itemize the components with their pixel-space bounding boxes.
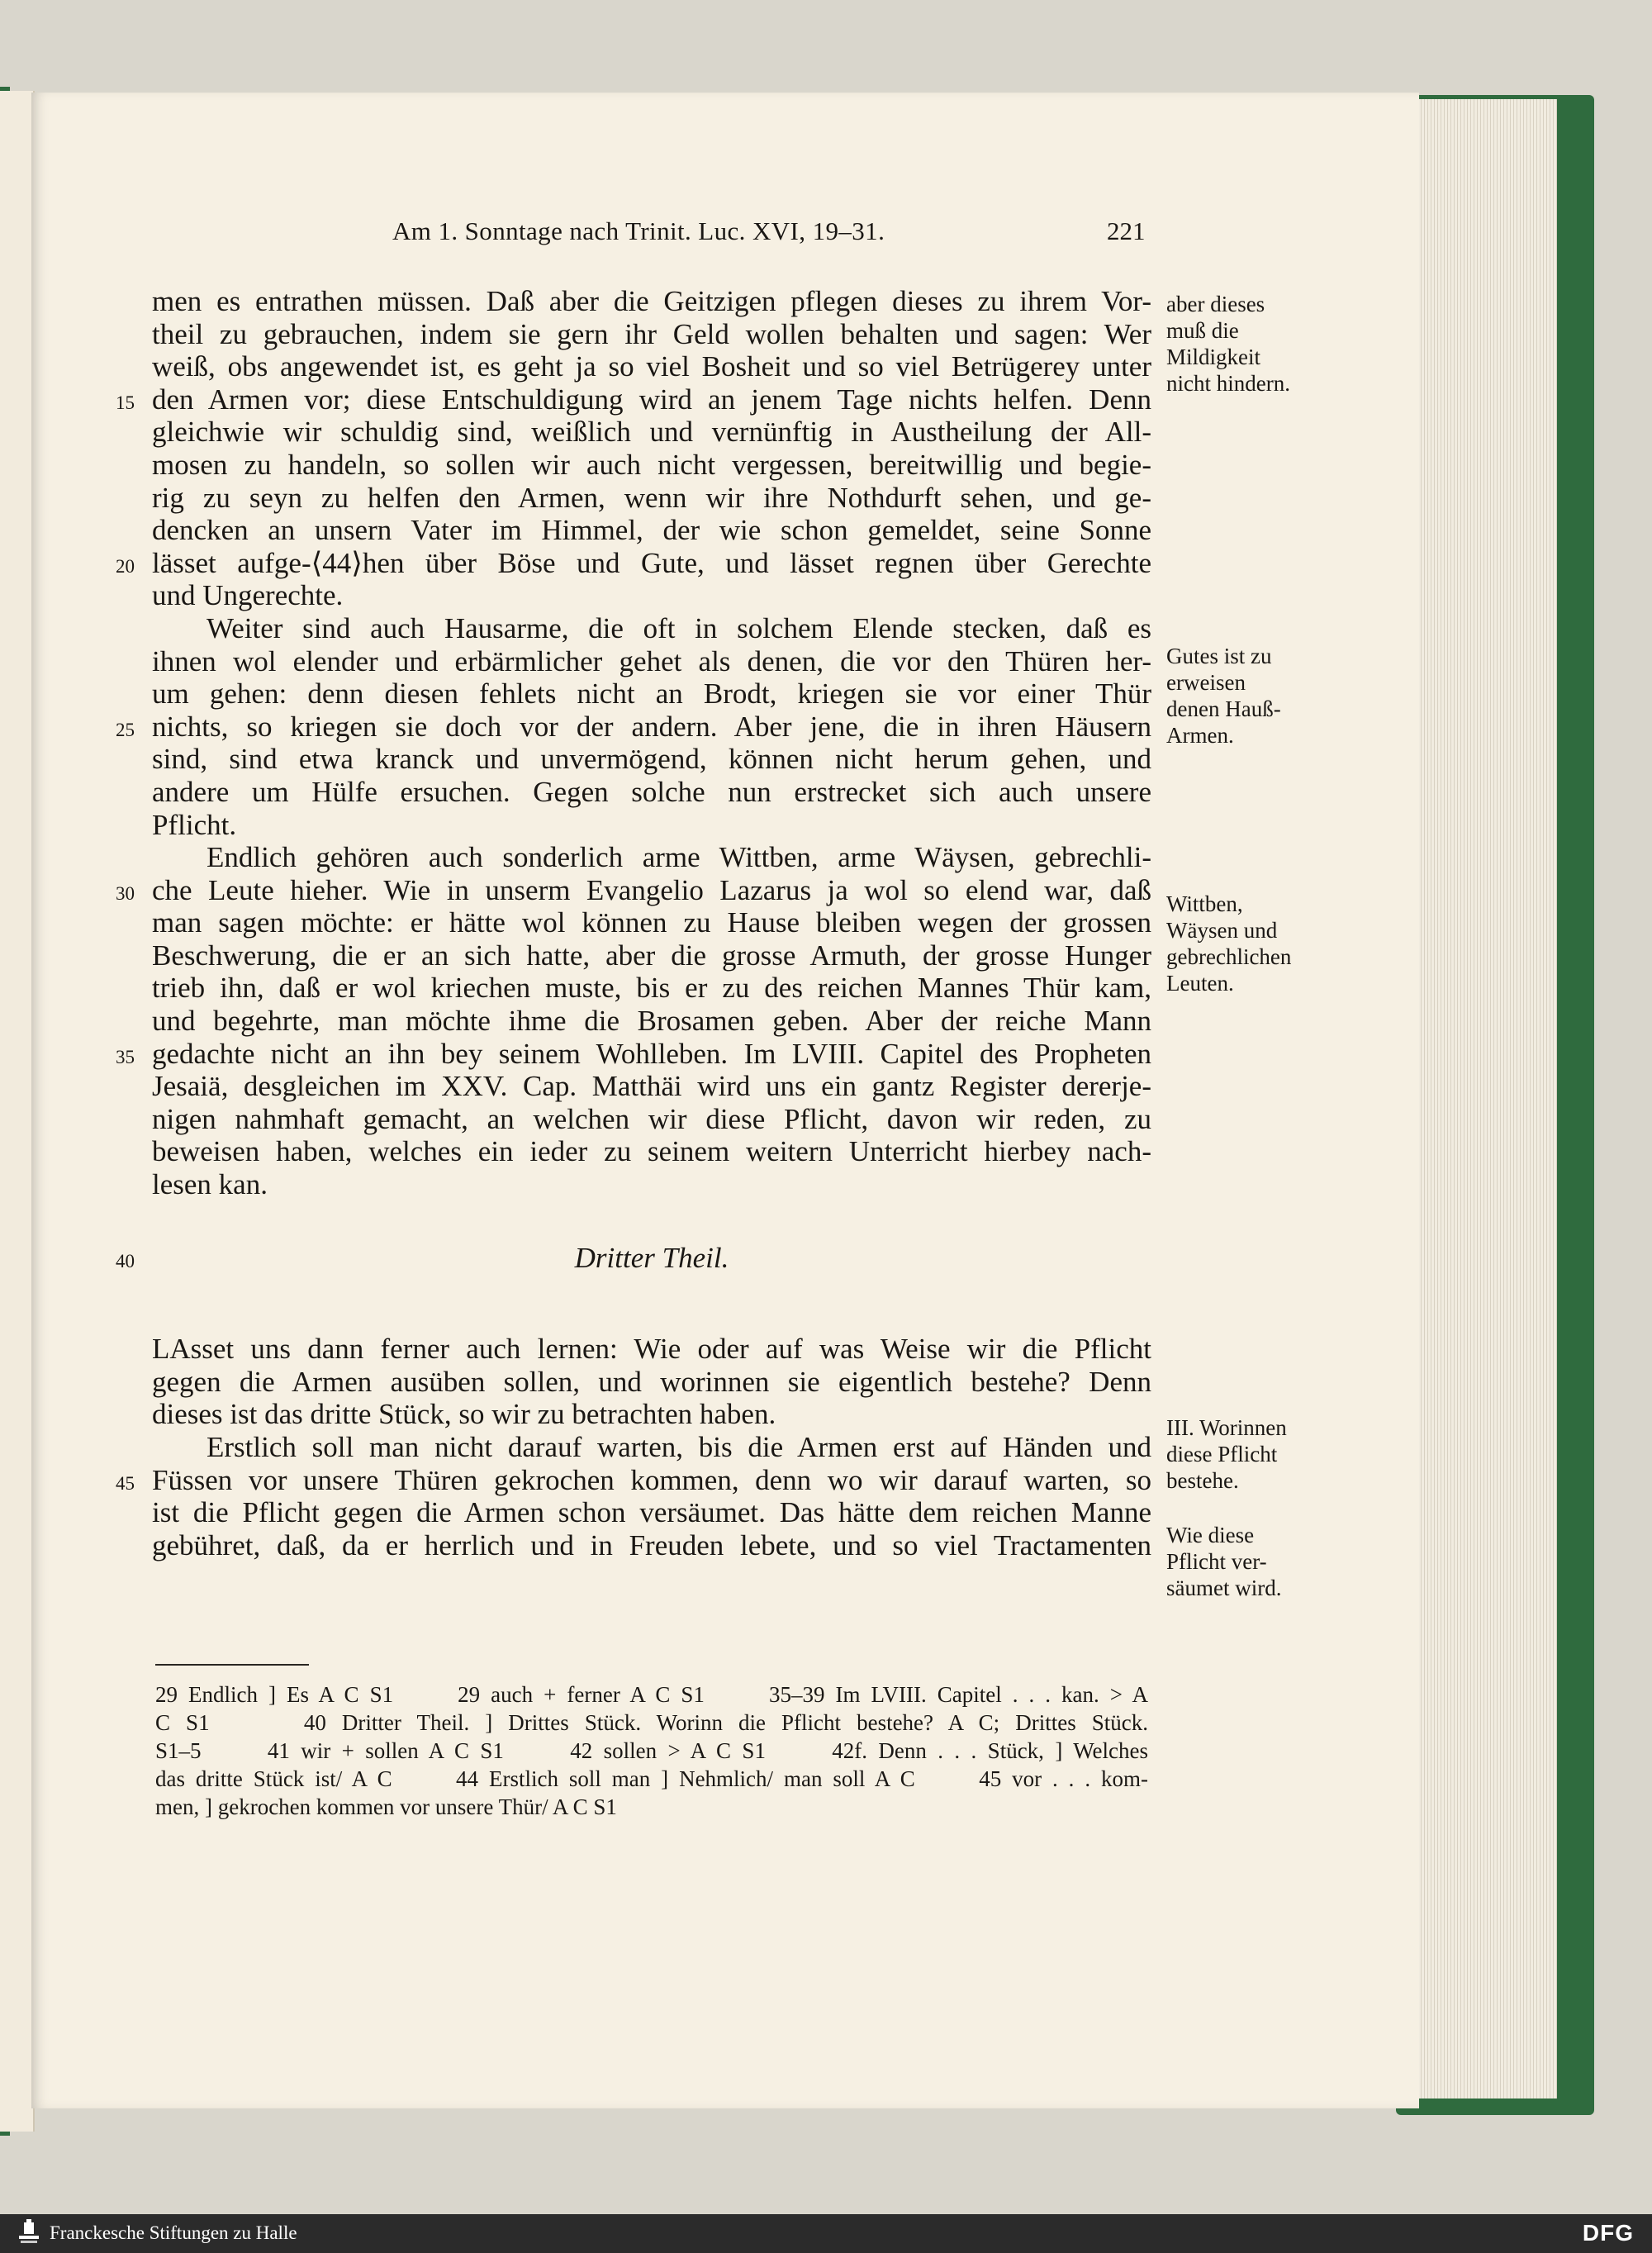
marginal-note-line: aber dieses: [1166, 292, 1265, 316]
marginal-note-line: Leuten.: [1166, 971, 1234, 996]
facing-page-edge: [0, 91, 35, 2132]
marginal-note-line: säumet wird.: [1166, 1576, 1282, 1600]
text-line: trieb ihn, daß er wol kriechen muste, bis er zu des reichen Mannes Thür kam,: [152, 972, 1151, 1005]
text-line: weiß, obs angewendet ist, es geht ja so viel Bosheit und so viel Betrügerey unter: [152, 350, 1151, 383]
text-line: um gehen: denn diesen fehlets nicht an Brodt, kriegen sie vor einer Thür: [152, 677, 1151, 711]
marginal-note: [1166, 643, 1281, 749]
text-line: [152, 1201, 1151, 1234]
text-line: lesen kan.: [152, 1168, 268, 1201]
marginal-note-line: Pflicht ver-: [1166, 1549, 1267, 1574]
text-line: Füssen vor unsere Thüren gekrochen kommen, denn wo wir darauf warten, so: [152, 1463, 1151, 1496]
dfg-logo: DFG: [1582, 2220, 1634, 2246]
text-line: dencken an unsern Vater im Himmel, der wie schon gemeldet, seine Sonne: [152, 514, 1151, 547]
text-line: gedachte nicht an ihn bey seinem Wohlleben. Im LVIII. Capitel des Propheten: [152, 1037, 1151, 1070]
marginal-note: [1166, 1414, 1287, 1494]
line-number: 20: [116, 555, 135, 577]
text-line: rig zu seyn zu helfen den Armen, wenn wir ihre Nothdurft sehen, und ge-: [152, 481, 1151, 514]
page-edges: [1408, 99, 1557, 2099]
text-line: und Ungerechte.: [152, 579, 344, 612]
text-line: andere um Hülfe ersuchen. Gegen solche nun erstrecket sich auch unsere: [152, 775, 1151, 808]
text-line: man sagen möchte: er hätte wol können zu Hause bleiben wegen der grossen: [152, 906, 1151, 939]
text-line: theil zu gebrauchen, indem sie gern ihr Geld wollen behalten und sagen: Wer: [152, 317, 1151, 350]
text-line: Erstlich soll man nicht darauf warten, bis die Armen erst auf Händen und: [206, 1431, 1151, 1463]
text-line: Endlich gehören auch sonderlich arme Wittben, arme Wäysen, gebrechli-: [206, 841, 1151, 874]
line-number: 25: [116, 719, 135, 740]
marginal-note-line: diese Pflicht: [1166, 1442, 1278, 1466]
text-line: gegen die Armen ausüben sollen, und worinnen sie eigentlich bestehe? Denn: [152, 1365, 1151, 1398]
text-line: und begehrte, man möchte ihme die Brosamen geben. Aber der reiche Mann: [152, 1005, 1151, 1038]
text-line: nichts, so kriegen sie doch vor der andern. Aber jene, die in ihren Häusern: [152, 710, 1151, 743]
marginal-note-line: Gutes ist zu: [1166, 644, 1272, 668]
marginal-note-line: erweisen: [1166, 670, 1246, 695]
footnote-rule: [155, 1664, 309, 1666]
marginal-note-line: Wäysen und: [1166, 918, 1278, 943]
text-line: lässet aufge-⟨44⟩hen über Böse und Gute, und lässet regnen über Gerechte: [152, 546, 1151, 579]
text-line: sind, sind etwa kranck und unvermögend, können nicht herum gehen, und: [152, 743, 1151, 776]
text-line: ist die Pflicht gegen die Armen schon versäumet. Das hätte dem reichen Manne: [152, 1496, 1151, 1529]
marginal-note-line: bestehe.: [1166, 1468, 1239, 1493]
footer-institution: Franckesche Stiftungen zu Halle: [50, 2222, 297, 2243]
marginal-note-line: nicht hindern.: [1166, 371, 1290, 396]
marginal-note-line: Wie diese: [1166, 1523, 1255, 1547]
footnote-line: men, ] gekrochen kommen vor unsere Thür/ A C S1: [155, 1794, 617, 1819]
running-header: Am 1. Sonntage nach Trinit. Luc. XVI, 19–31.: [392, 216, 885, 245]
text-line: Weiter sind auch Hausarme, die oft in solchem Elende stecken, daß es: [206, 611, 1151, 644]
line-number: 15: [116, 392, 135, 413]
text-line: gleichwie wir schuldig sind, weißlich und vernünftig in Austheilung der All-: [152, 416, 1151, 449]
marginal-note-line: denen Hauß-: [1166, 696, 1281, 721]
text-line: gebühret, daß, da er herrlich und in Freuden lebete, und so viel Tractamenten: [152, 1528, 1151, 1561]
marginal-note: [1166, 291, 1290, 397]
footer-bar: [0, 2214, 1652, 2253]
text-line: Beschwerung, die er an sich hatte, aber die grosse Armuth, der grosse Hunger: [152, 939, 1151, 972]
page-number: 221: [1107, 216, 1146, 245]
text-line: Pflicht.: [152, 808, 237, 841]
footnotes: [155, 1680, 1148, 1821]
marginal-note: [1166, 1522, 1281, 1601]
body-text: [152, 285, 1151, 1561]
line-number: 35: [116, 1046, 135, 1067]
marginal-note-line: Mildigkeit: [1166, 345, 1260, 369]
text-line: mosen zu handeln, so sollen wir auch nicht vergessen, bereitwillig und begie-: [152, 448, 1151, 481]
line-number: 30: [116, 882, 135, 904]
line-number: 40: [116, 1251, 135, 1272]
institution-logo-icon: [17, 2219, 41, 2247]
marginal-note-line: gebrechlichen: [1166, 944, 1292, 969]
text-line: den Armen vor; diese Entschuldigung wird an jenem Tage nichts helfen. Denn: [152, 383, 1151, 416]
marginal-note-line: Wittben,: [1166, 891, 1243, 916]
marginal-note: [1166, 891, 1291, 996]
text-line: LAsset uns dann ferner auch lernen: Wie oder auf was Weise wir die Pflicht: [152, 1333, 1151, 1366]
footnote-line: 29 Endlich ] Es A C S1 29 auch + ferner A C S1 35–39 Im LVIII. Capitel . . . kan. > A: [155, 1682, 1148, 1707]
line-number: 45: [116, 1472, 135, 1494]
text-line: che Leute hieher. Wie in unserm Evangelio Lazarus ja wol so elend war, daß: [152, 873, 1151, 906]
marginal-note-line: III. Worinnen: [1166, 1415, 1287, 1440]
footnote-line: C S1 40 Dritter Theil. ] Drittes Stück. Worinn die Pflicht bestehe? A C; Drittes Stück.: [155, 1710, 1148, 1735]
footnote-line: S1–5 41 wir + sollen A C S1 42 sollen > A C S1 42f. Denn . . . Stück, ] Welches: [155, 1738, 1148, 1763]
footnote-line: das dritte Stück ist/ A C 44 Erstlich soll man ] Nehmlich/ man soll A C 45 vor . . . kom-: [155, 1766, 1148, 1791]
text-line: [152, 1283, 1151, 1333]
text-line: Jesaiä, desgleichen im XXV. Cap. Matthäi wird uns ein gantz Register dererje-: [152, 1070, 1151, 1103]
text-line: dieses ist das dritte Stück, so wir zu betrachten haben.: [152, 1398, 776, 1431]
marginal-note-line: Armen.: [1166, 723, 1234, 748]
marginal-note-line: muß die: [1166, 318, 1239, 343]
text-line: men es entrathen müssen. Daß aber die Geitzigen pflegen dieses zu ihrem Vor-: [152, 285, 1151, 317]
text-line: nigen nahmhaft gemacht, an welchen wir diese Pflicht, davon wir reden, zu: [152, 1102, 1151, 1135]
text-line: Dritter Theil.: [574, 1242, 729, 1275]
text-line: beweisen haben, welches ein ieder zu seinem weitern Unterricht hierbey nach-: [152, 1135, 1151, 1168]
text-line: ihnen wol elender und erbärmlicher gehet als denen, die vor den Thüren her-: [152, 644, 1151, 677]
